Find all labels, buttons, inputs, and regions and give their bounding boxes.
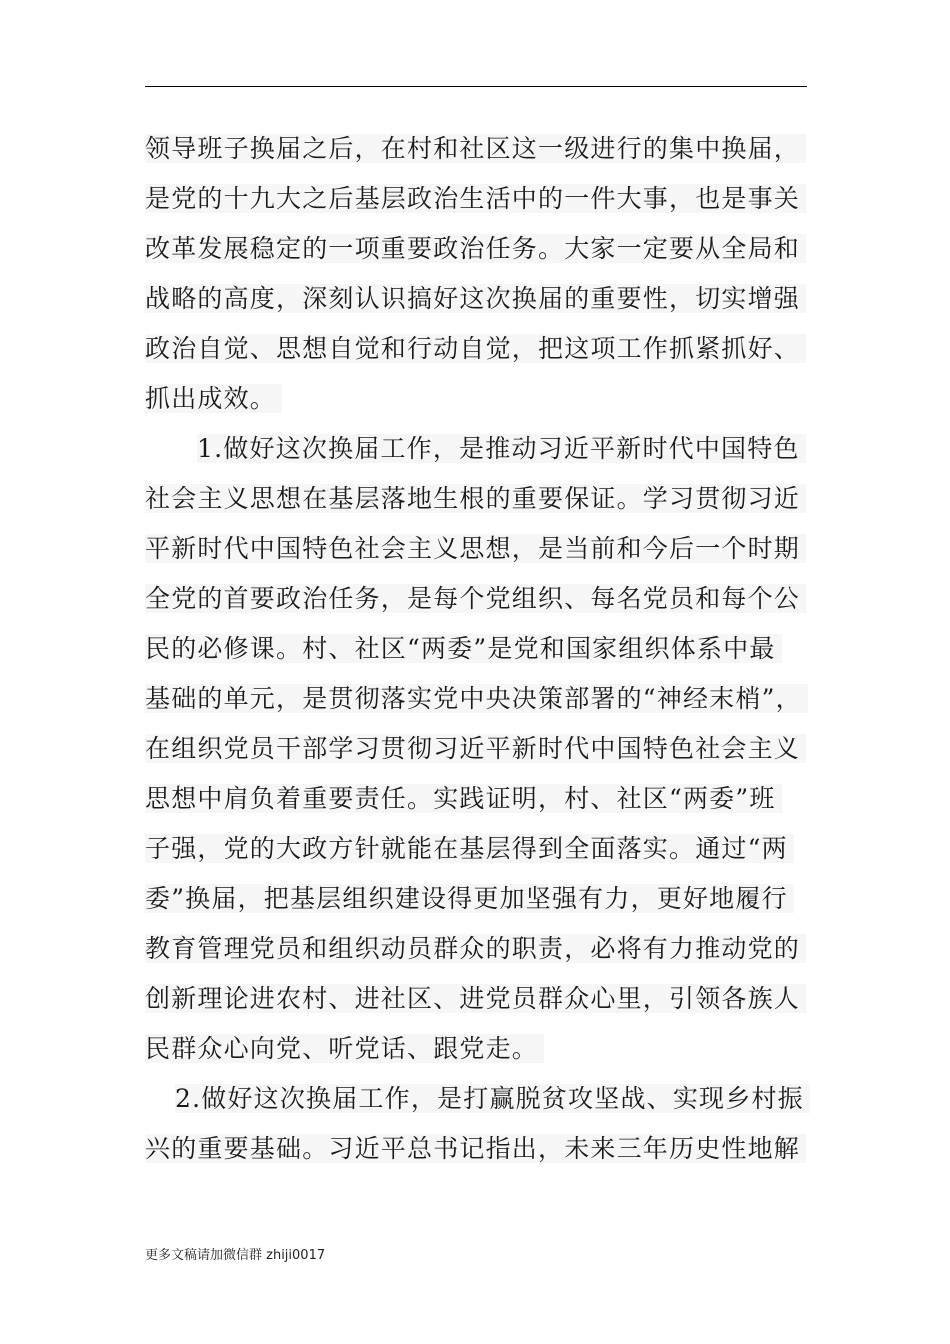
paragraph-1-first-line: 1.做好这次换届工作，是推动习近平新时代中国特色 bbox=[145, 424, 810, 474]
text-line: 领导班子换届之后，在村和社区这一级进行的集中换届， bbox=[145, 124, 810, 174]
text-line: 民的必修课。村、社区“两委”是党和国家组织体系中最 bbox=[145, 624, 810, 674]
text-line: 基础的单元，是贯彻落实党中央决策部署的“神经末梢”， bbox=[145, 674, 810, 724]
paragraph-2-first-line: 2.做好这次换届工作，是打赢脱贫攻坚战、实现乡村振 bbox=[145, 1074, 810, 1124]
text-line: 抓出成效。 bbox=[145, 374, 810, 424]
text-line: 委”换届，把基层组织建设得更加坚强有力，更好地履行 bbox=[145, 874, 810, 924]
text-line: 创新理论进农村、进社区、进党员群众心里，引领各族人 bbox=[145, 974, 810, 1024]
page-footer: 更多文稿请加微信群 zhiji0017 bbox=[145, 1248, 326, 1263]
text-line: 思想中肩负着重要责任。实践证明，村、社区“两委”班 bbox=[145, 774, 810, 824]
text-line: 民群众心向党、听党话、跟党走。 bbox=[145, 1024, 810, 1074]
text-line: 平新时代中国特色社会主义思想，是当前和今后一个时期 bbox=[145, 524, 810, 574]
text-line: 子强，党的大政方针就能在基层得到全面落实。通过“两 bbox=[145, 824, 810, 874]
text-line: 政治自觉、思想自觉和行动自觉，把这项工作抓紧抓好、 bbox=[145, 324, 810, 374]
header-rule bbox=[145, 86, 807, 87]
text-line: 教育管理党员和组织动员群众的职责，必将有力推动党的 bbox=[145, 924, 810, 974]
text-line: 兴的重要基础。习近平总书记指出，未来三年历史性地解 bbox=[145, 1124, 810, 1174]
text-line: 战略的高度，深刻认识搞好这次换届的重要性，切实增强 bbox=[145, 274, 810, 324]
text-line: 是党的十九大之后基层政治生活中的一件大事，也是事关 bbox=[145, 174, 810, 224]
document-body bbox=[145, 124, 810, 1174]
text-line: 改革发展稳定的一项重要政治任务。大家一定要从全局和 bbox=[145, 224, 810, 274]
text-line: 在组织党员干部学习贯彻习近平新时代中国特色社会主义 bbox=[145, 724, 810, 774]
text-line: 社会主义思想在基层落地生根的重要保证。学习贯彻习近 bbox=[145, 474, 810, 524]
text-line: 全党的首要政治任务，是每个党组织、每名党员和每个公 bbox=[145, 574, 810, 624]
